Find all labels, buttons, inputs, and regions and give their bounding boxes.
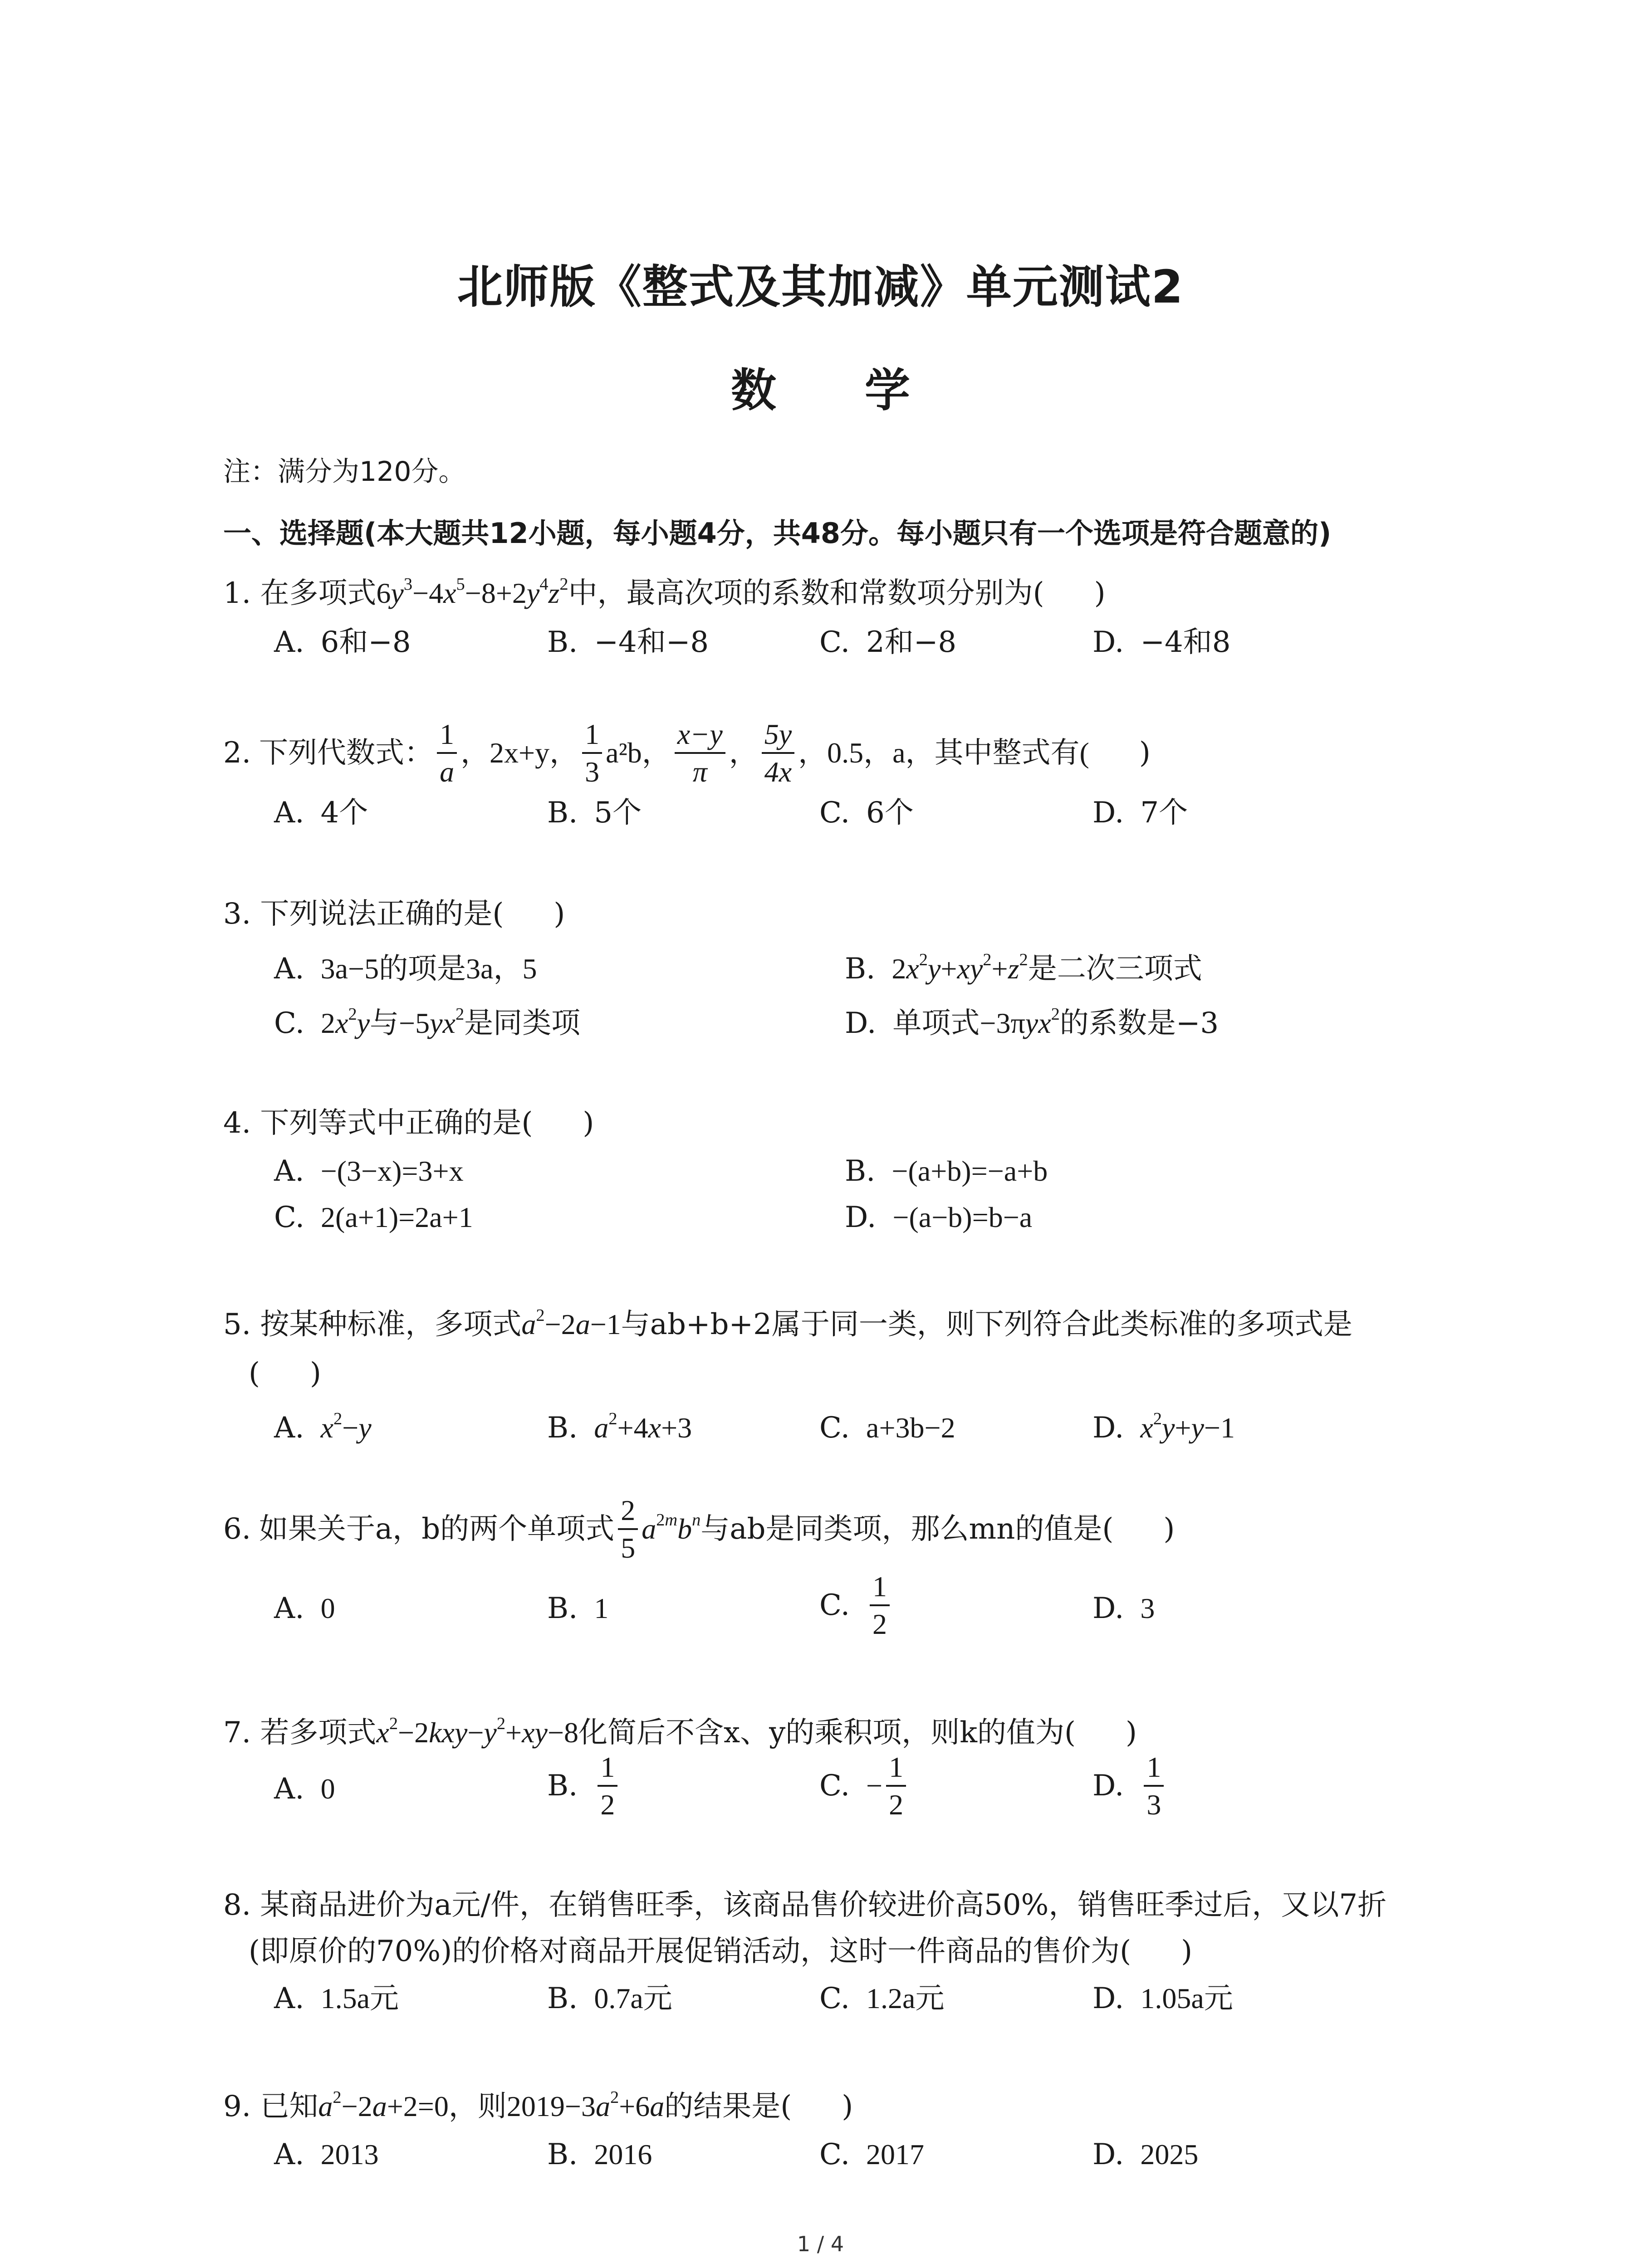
option-a[interactable]: A. −(3−x)=3+x <box>274 1154 464 1188</box>
option-text: 7个 <box>1140 796 1188 830</box>
option-text: 1.5a元 <box>320 1982 399 2014</box>
option-d[interactable]: D. $x^2y+y-1$ <box>1092 1409 1235 1445</box>
question-8-line2: (即原价的70%)的价格对商品开展促销活动，这时一件商品的售价为( ) <box>249 1935 1193 1968</box>
question-text: 与ab+b+2属于同一类，则下列符合此类标准的多项式是 <box>621 1308 1352 1341</box>
option-text: 是同类项 <box>464 1007 581 1040</box>
option-text: −4和8 <box>1140 626 1231 659</box>
option-text: 5个 <box>594 796 642 830</box>
question-text: 与ab是同类项，那么mn的值是( <box>700 1512 1114 1546</box>
option-b[interactable]: B. 0.7a元 <box>547 1982 672 2015</box>
option-text: −(a−b)=b−a <box>892 1201 1033 1233</box>
question-7: 7. 若多项式$x^2-2kxy-y^2+xy-8$化简后不含x、y的乘积项，则k的值为( ) <box>223 1714 1137 1750</box>
score-note: 注：满分为120分。 <box>223 456 466 488</box>
option-text: −4和−8 <box>594 626 709 659</box>
option-b[interactable]: B. 5个 <box>547 796 642 830</box>
option-text: 2和−8 <box>866 626 957 659</box>
question-number: 3. <box>223 897 251 931</box>
question-number: 5. <box>223 1308 251 1341</box>
fraction: $\frac{1}{2}$ <box>870 1571 890 1639</box>
question-text: 下列等式中正确的是( <box>260 1106 533 1140</box>
page-subtitle: 数 学 <box>731 364 946 417</box>
question-text: 化简后不含x、y的乘积项，则k的值为( <box>578 1716 1076 1750</box>
option-text: 是二次三项式 <box>1028 952 1202 986</box>
question-number: 6. <box>223 1512 251 1546</box>
option-text: 2016 <box>594 2138 652 2170</box>
question-5: 5. 按某种标准，多项式$a^2-2a-1$与ab+b+2属于同一类，则下列符合此类标准的多项式是 <box>223 1306 1352 1341</box>
question-text: 的结果是( <box>664 2090 792 2123</box>
option-text: −(3−x)=3+x <box>320 1155 464 1187</box>
page-title: 北师版《整式及其加减》单元测试2 <box>457 260 1184 313</box>
option-d[interactable]: D. −4和8 <box>1092 626 1231 659</box>
question-text: 若多项式 <box>260 1716 377 1750</box>
option-c[interactable]: C. 2017 <box>819 2138 925 2171</box>
question-text: 按某种标准，多项式 <box>260 1308 522 1341</box>
question-number: 9. <box>223 2090 251 2123</box>
fraction: $\frac{1}{a}$ <box>437 719 457 787</box>
fraction: $\frac{1}{3}$ <box>1144 1752 1164 1820</box>
option-text: 1.05a元 <box>1140 1982 1233 2014</box>
fraction: $\frac{1}{3}$ <box>582 719 602 787</box>
question-text: 在多项式 <box>260 577 377 610</box>
question-number: 8. <box>223 1888 251 1922</box>
option-c[interactable]: C. 2(a+1)=2a+1 <box>274 1201 473 1234</box>
option-c[interactable]: C. 2和−8 <box>819 626 957 659</box>
answer-paren: ( ) <box>249 1357 321 1390</box>
option-a[interactable]: A. $x^2-y$ <box>274 1409 372 1445</box>
question-number: 1. <box>223 577 251 610</box>
option-d[interactable]: D. 单项式−3πyx$^2$的系数是−3 <box>845 1005 1219 1040</box>
question-9: 9. 已知$a^2-2a+2=0$，则$2019-3a^2+6a$的结果是( ) <box>223 2088 853 2123</box>
option-c[interactable]: C. a+3b−2 <box>819 1411 955 1445</box>
page-number: 1 / 4 <box>797 2232 844 2256</box>
option-text: 6个 <box>866 796 914 830</box>
question-text: 某商品进价为a元/件，在销售旺季，该商品售价较进价高50%，销售旺季过后，又以7折 <box>260 1888 1387 1922</box>
option-b[interactable]: B. −4和−8 <box>547 626 709 659</box>
question-text: 中，最高次项的系数和常数项分别为( <box>568 577 1044 610</box>
option-b[interactable]: B. 1 <box>547 1592 609 1625</box>
question-6: 6. 如果关于a，b的两个单项式 $\frac{2}{5}$ $a^{2m}b^n$ 与ab是同类项，那么mn的值是( ) <box>223 1494 1175 1564</box>
option-text: 0 <box>320 1592 335 1624</box>
option-text: 1.2a元 <box>866 1982 945 2014</box>
question-4: 4. 下列等式中正确的是( ) <box>223 1106 594 1140</box>
option-c[interactable]: C. $\frac{1}{2}$ <box>819 1571 893 1639</box>
question-number: 2. <box>223 736 251 770</box>
question-8 <box>223 1887 1386 1923</box>
question-text: 已知 <box>260 2090 318 2123</box>
option-text: a+3b−2 <box>866 1412 955 1444</box>
option-d[interactable]: D. 7个 <box>1092 796 1188 830</box>
option-d[interactable]: D. 3 <box>1092 1592 1155 1625</box>
question-3: 3. 下列说法正确的是( ) <box>223 897 565 931</box>
option-b[interactable]: B. $a^2+4x+3$ <box>547 1409 692 1445</box>
question-text: (即原价的70%)的价格对商品开展促销活动，这时一件商品的售价为( <box>249 1935 1132 1968</box>
option-c[interactable]: C. 6个 <box>819 796 914 830</box>
section-heading: 一、选择题(本大题共12小题，每小题4分，共48分。每小题只有一个选项是符合题意的) <box>223 517 1332 550</box>
fraction: $\frac{1}{2}$ <box>598 1752 617 1820</box>
option-text: 3a−5的项是3a，5 <box>320 953 537 985</box>
option-b[interactable]: B. $2x^2y+xy^2+z^2$是二次三项式 <box>845 950 1202 986</box>
option-d[interactable]: D. 2025 <box>1092 2138 1199 2171</box>
option-a[interactable]: A. 0 <box>274 1592 335 1625</box>
option-text: −(a+b)=−a+b <box>892 1155 1048 1187</box>
option-d[interactable]: D. −(a−b)=b−a <box>845 1201 1033 1234</box>
option-a[interactable]: A. 3a−5的项是3a，5 <box>274 952 537 986</box>
question-text: 下列代数式： <box>259 736 434 770</box>
question-1: 1. 在多项式$6y^3-4x^5-8+2y^4z^2$中，最高次项的系数和常数项分别为( ) <box>223 575 1106 610</box>
option-text: 1 <box>594 1592 609 1624</box>
option-a[interactable]: A. 1.5a元 <box>274 1982 399 2015</box>
question-number: 7. <box>223 1716 251 1750</box>
option-text: 4个 <box>320 796 368 830</box>
option-c[interactable]: C. $2x^2y$与$-5yx^2$是同类项 <box>274 1005 581 1040</box>
expression: $6y^3-4x^5-8+2y^4z^2$ <box>376 575 568 609</box>
option-text: 2025 <box>1140 2138 1199 2170</box>
fraction: $\frac{1}{2}$ <box>886 1752 906 1820</box>
option-text: 0.7a元 <box>594 1982 672 2014</box>
question-text: 下列说法正确的是( <box>260 897 504 931</box>
option-b[interactable]: B. 2016 <box>547 2138 652 2171</box>
fraction: $\frac{5y}{4x}$ <box>762 719 794 787</box>
option-c[interactable]: C. − $\frac{1}{2}$ <box>819 1752 910 1820</box>
option-text: 的系数是−3 <box>1059 1007 1219 1040</box>
option-text: 2(a+1)=2a+1 <box>321 1201 473 1233</box>
option-text: 6和−8 <box>320 626 411 659</box>
option-text: 3 <box>1140 1592 1155 1624</box>
option-d[interactable]: D. $\frac{1}{3}$ <box>1092 1752 1167 1820</box>
question-2: 2. 下列代数式： $\frac{1}{a}$ ，2x+y， $\frac{1}{3}$ a²b， $\frac{x-y}{\pi}$ ， $\frac{5y}{4x}$ ，0.5，a，其中整式有( ) <box>223 718 1151 788</box>
option-b[interactable]: B. $\frac{1}{2}$ <box>547 1752 621 1820</box>
option-a[interactable]: A. 2013 <box>274 2138 379 2171</box>
fraction: $\frac{x-y}{\pi}$ <box>675 719 725 787</box>
option-c[interactable]: C. 1.2a元 <box>819 1982 945 2015</box>
option-b[interactable]: B. −(a+b)=−a+b <box>845 1154 1048 1188</box>
option-a[interactable]: A. 4个 <box>274 796 368 830</box>
question-number: 4. <box>223 1106 251 1140</box>
option-text: 2013 <box>320 2138 379 2170</box>
option-d[interactable]: D. 1.05a元 <box>1092 1982 1233 2015</box>
question-text: 如果关于a，b的两个单项式 <box>259 1512 615 1546</box>
option-a[interactable]: A. 6和−8 <box>274 626 411 659</box>
option-text: 0 <box>320 1773 335 1805</box>
option-a[interactable]: A. 0 <box>274 1772 335 1806</box>
option-text: 2017 <box>866 2138 925 2170</box>
fraction: $\frac{2}{5}$ <box>618 1495 638 1563</box>
